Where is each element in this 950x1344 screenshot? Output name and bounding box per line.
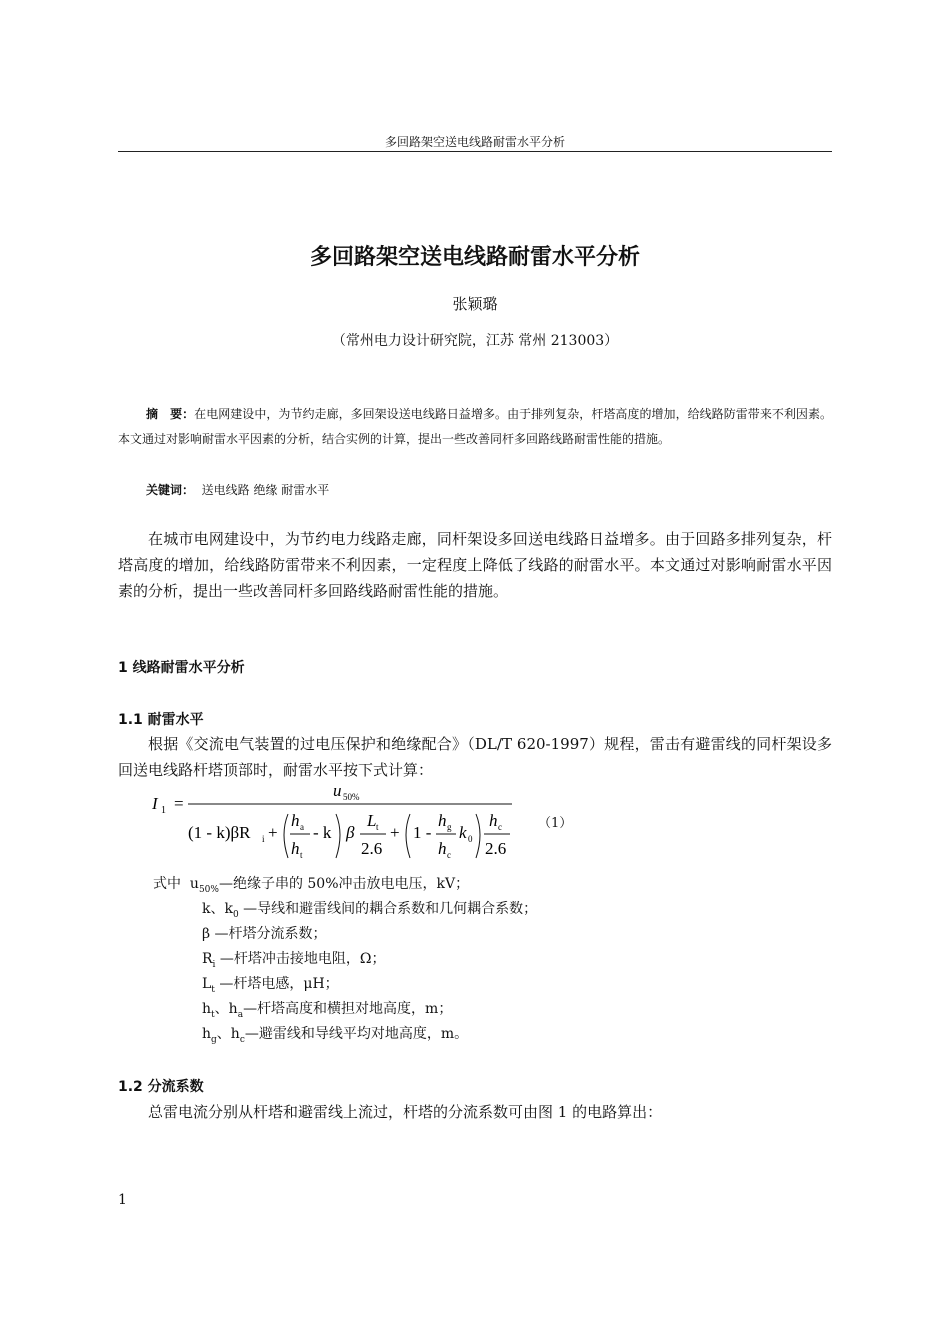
- intro-paragraph: 在城市电网建设中，为节约电力线路走廊，同杆架设多回送电线路日益增多。由于回路多排列复杂，杆塔高度的增加，给线路防雷带来不利因素，一定程度上降低了线路的耐雷水平。本文通过对影响耐雷水平因素的分析，提出一些改善同杆多回路线路耐雷性能的措施。: [118, 530, 832, 600]
- variable-list-u50: 式中 $u_{50\%}—$绝缘子串的 50%冲击放电电压，kV；: [153, 876, 470, 895]
- abstract: [118, 402, 832, 452]
- formula-k0: k: [459, 823, 467, 842]
- formula-ht: h: [291, 839, 300, 858]
- formula-numerator-sub: 50%: [343, 792, 360, 802]
- formula-k0-sub: 0: [468, 834, 473, 844]
- formula-beta: β: [346, 823, 355, 842]
- formula-numerator: u: [333, 781, 342, 800]
- variable-list-hg-hc: $h_g$、$h_c—$避雷线和导线平均对地高度，m。: [202, 1026, 469, 1045]
- section-1-2-heading: 1.2 分流系数: [118, 1079, 204, 1095]
- keywords-text: 送电线路 绝缘 耐雷水平: [201, 483, 330, 497]
- formula-2-6-a: 2.6: [361, 839, 383, 858]
- formula-hc-a: h: [438, 839, 447, 858]
- formula-plus-1: +: [268, 823, 278, 842]
- formula-number: （1）: [538, 816, 573, 831]
- running-header: 多回路架空送电线路耐雷水平分析: [384, 135, 565, 149]
- variable-list-ht-ha: $h_t$、$h_a—$杆塔高度和横担对地高度，m；: [202, 1001, 453, 1020]
- formula-eq: =: [174, 794, 184, 813]
- affiliation: （常州电力设计研究院，江苏 常州 213003）: [331, 333, 619, 349]
- section-1-1-heading: 1.1 耐雷水平: [118, 712, 204, 728]
- abstract-label: 摘 要：: [146, 407, 195, 421]
- keywords-label: 关键词：: [146, 483, 195, 497]
- formula-hg: h: [438, 811, 447, 830]
- abstract-text: 在电网建设中，为节约走廊，多回架设送电线路日益增多。由于排列复杂，杆塔高度的增加，给线路防雷带来不利因素。本文通过对影响耐雷水平因素的分析，结合实例的计算，提出一些改善同杆多回路线路耐雷性能的措施。: [118, 407, 832, 446]
- variable-list-ri: $R_i$ —杆塔冲击接地电阻，Ω；: [202, 951, 386, 970]
- section-1-heading: 1 线路耐雷水平分析: [118, 660, 245, 676]
- formula-lhs-sub: 1: [161, 805, 166, 816]
- variable-list-lt: $L_t$ —杆塔电感，μH；: [202, 976, 339, 995]
- formula-1: [140, 778, 740, 868]
- formula-2-6-b: 2.6: [485, 839, 507, 858]
- page-number: 1: [118, 1192, 127, 1208]
- formula-plus-2: +: [390, 823, 400, 842]
- paper-title: 多回路架空送电线路耐雷水平分析: [309, 245, 640, 270]
- header-rule: [118, 151, 832, 152]
- formula-one-minus: 1 -: [413, 823, 432, 842]
- formula-hc-b: h: [489, 811, 498, 830]
- formula-hc-b-sub: c: [498, 822, 502, 832]
- formula-ha: h: [291, 811, 300, 830]
- author: 张颖璐: [452, 295, 498, 313]
- variable-list-beta: β —杆塔分流系数；: [202, 926, 327, 942]
- formula-lt-sub: t: [376, 822, 379, 832]
- formula-hc-a-sub: c: [447, 850, 451, 860]
- keywords: [146, 481, 329, 498]
- variable-list-k: k、$k_0$ —导线和避雷线间的耦合系数和几何耦合系数；: [202, 901, 538, 920]
- paren-open-2: [406, 814, 410, 858]
- paren-open-1: [284, 814, 288, 858]
- formula-minus-k: - k: [313, 823, 332, 842]
- formula-ht-sub: t: [300, 850, 303, 860]
- paren-close-1: [336, 814, 340, 858]
- formula-lt: L: [367, 811, 377, 830]
- formula-lhs: I: [152, 794, 158, 813]
- formula-d1: (1 - k)βR: [188, 823, 251, 842]
- paragraph-1-2: 总雷电流分别从杆塔和避雷线上流过，杆塔的分流系数可由图 1 的电路算出：: [148, 1103, 663, 1121]
- formula-hg-sub: g: [447, 822, 452, 832]
- paragraph-1-1: 根据《交流电气装置的过电压保护和绝缘配合》（DL/T 620-1997）规程，雷击有避雷线的同杆架设多回送电线路杆塔顶部时，耐雷水平按下式计算：: [118, 735, 832, 779]
- paren-close-2: [476, 814, 480, 858]
- formula-d1-sub: i: [262, 834, 265, 844]
- formula-ha-sub: a: [300, 822, 304, 832]
